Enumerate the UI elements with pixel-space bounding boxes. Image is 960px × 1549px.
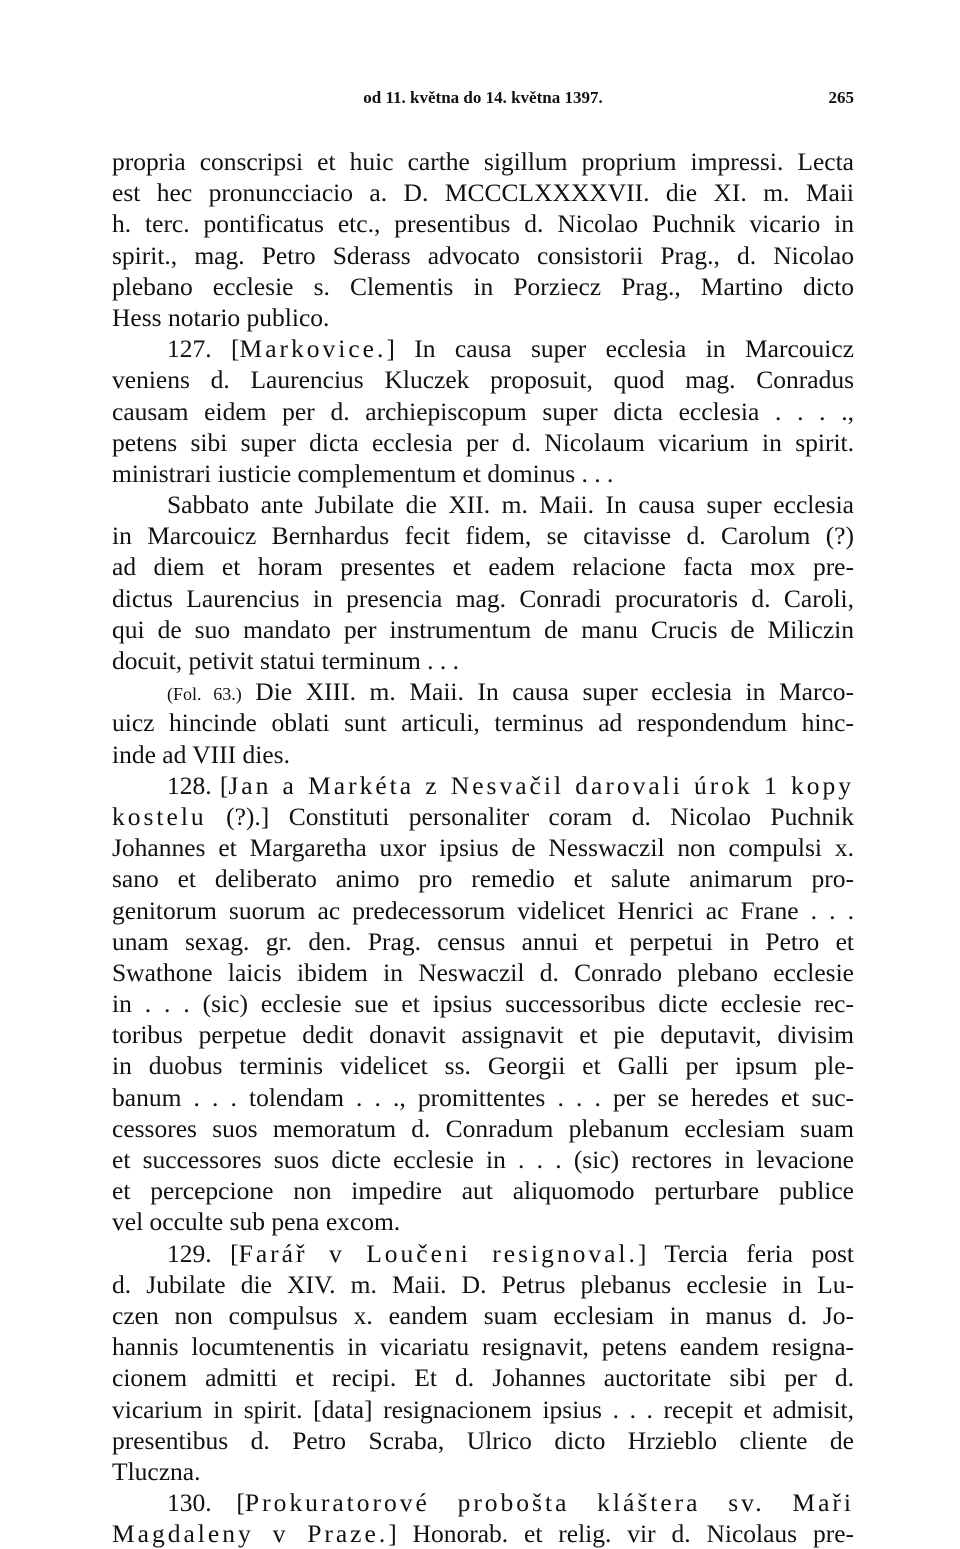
text-line [112, 271, 854, 302]
running-header [112, 88, 854, 112]
line-text: czen non compulsus x. eandem suam ecclesiam in manus d. Jo- [112, 1300, 854, 1330]
line-text: Swathone laicis ibidem in Neswaczil d. Conrado plebano ecclesie [112, 957, 854, 987]
line-text: spirit., mag. Petro Sderass advocato consistorii Prag., d. Nicolao [112, 240, 854, 270]
line-text: Hess notario publico. [112, 302, 330, 332]
text-line [112, 302, 854, 333]
line-text: ministrari iusticie complementum et dominus . . . [112, 458, 614, 488]
text-line [112, 146, 854, 177]
line-text: uicz hincinde oblati sunt articuli, terminus ad respondendum hinc- [112, 708, 854, 738]
line-text: veniens d. Laurencius Kluczek proposuit, quod mag. Conradus [112, 365, 854, 395]
text-line [112, 614, 854, 645]
text-line [112, 1175, 854, 1206]
text-line [112, 895, 854, 926]
book-page [112, 88, 854, 1549]
text-line [112, 208, 854, 239]
spaced-heading: Jan a Markéta z Nesvačil darovali úrok 1 kopy [228, 770, 854, 800]
text-line [112, 1206, 854, 1237]
spaced-heading: Markovice. [239, 334, 387, 364]
text-line [112, 1113, 854, 1144]
text-line [112, 863, 854, 894]
line-text: Die XIII. m. Maii. In causa super ecclesia in Marco- [241, 677, 855, 707]
text-line [112, 427, 854, 458]
line-text: et percepcione non impedire aut aliquomodo perturbare publice [112, 1176, 854, 1206]
line-text: hannis locumtenentis in vicariatu resignavit, petens eandem resigna- [112, 1332, 854, 1362]
line-text: Tluczna. [112, 1456, 201, 1486]
line-text: d. Jubilate die XIV. m. Maii. D. Petrus plebanus ecclesie in Lu- [112, 1269, 854, 1299]
text-line [112, 926, 854, 957]
text-line [112, 645, 854, 676]
text-line [112, 801, 854, 832]
text-line [112, 1456, 854, 1487]
line-text: inde ad VIII dies. [112, 739, 290, 769]
line-text: genitorum suorum ac predecessorum videlicet Henrici ac Frane . . . [112, 895, 854, 925]
text-line [112, 396, 854, 427]
line-text: sano et deliberato animo pro remedio et salute animarum pro- [112, 864, 854, 894]
line-text: propria conscripsi et huic carthe sigillum proprium impressi. Lecta [112, 147, 854, 176]
text-line [112, 177, 854, 208]
spaced-heading: kostelu [112, 801, 207, 831]
text-line [112, 240, 854, 271]
text-line [112, 1082, 854, 1113]
text-line [112, 1144, 854, 1175]
line-text: 127. [ [167, 334, 240, 364]
running-title: od 11. května do 14. května 1397. [363, 88, 603, 107]
text-line [112, 1238, 854, 1269]
line-text: Sabbato ante Jubilate die XII. m. Maii. In causa super ecclesia [167, 490, 854, 520]
line-text: in Marcouicz Bernhardus fecit fidem, se citavisse d. Carolum (?) [112, 521, 854, 551]
line-text: in duobus terminis videlicet ss. Georgii et Galli per ipsum ple- [112, 1051, 854, 1081]
line-text: est hec pronuncciacio a. D. MCCCLXXXXVII. die XI. m. Maii [112, 178, 854, 208]
text-line [112, 583, 854, 614]
line-text: toribus perpetue dedit donavit assignavit et pie deputavit, divisim [112, 1020, 854, 1050]
text-line [112, 1331, 854, 1362]
text-line [112, 832, 854, 863]
line-text: causam eidem per d. archiepiscopum super dicta ecclesia . . . ., [112, 396, 854, 426]
line-text: 130. [ [167, 1488, 245, 1518]
line-text: unam sexag. gr. den. Prag. census annui et perpetui in Petro et [112, 926, 854, 956]
line-text: in . . . (sic) ecclesie sue et ipsius successoribus dicte ecclesie rec- [112, 989, 854, 1019]
text-line [112, 1394, 854, 1425]
line-text: vicarium in spirit. [data] resignacionem ipsius . . . recepit et admisit, [112, 1394, 854, 1424]
text-line [112, 707, 854, 738]
text-line [112, 1050, 854, 1081]
line-text: ] Tercia feria post [637, 1238, 855, 1268]
line-text: presentibus d. Petro Scraba, Ulrico dicto Hrzieblo cliente de [112, 1425, 854, 1455]
text-line [112, 1518, 854, 1549]
body-text [112, 146, 854, 1549]
text-line [112, 333, 854, 364]
line-text: docuit, petivit statui terminum . . . [112, 646, 460, 675]
text-line [112, 1362, 854, 1393]
line-text: ] In causa super ecclesia in Marcouicz [386, 334, 854, 364]
folio-note: (Fol. 63.) [167, 684, 242, 705]
text-line [112, 489, 854, 520]
line-text: (?).] Constituti personaliter coram d. Nicolao Puchnik [206, 801, 854, 831]
line-text: ] Honorab. et relig. vir d. Nicolaus pre- [388, 1519, 855, 1549]
line-text: cessores suos memoratum d. Conradum plebanum ecclesiam suam [112, 1113, 854, 1143]
line-text: h. terc. pontificatus etc., presentibus d. Nicolao Puchnik vicario in [112, 209, 854, 239]
line-text: 129. [ [167, 1238, 239, 1268]
text-line [112, 1019, 854, 1050]
text-line [112, 676, 854, 707]
text-line [112, 1269, 854, 1300]
text-line [112, 458, 854, 489]
line-text: banum . . . tolendam . . ., promittentes . . . per se heredes et suc- [112, 1082, 854, 1112]
line-text: petens sibi super dicta ecclesia per d. Nicolaum vicarium in spirit. [112, 427, 854, 457]
spaced-heading: Magdaleny v Praze. [112, 1519, 389, 1549]
text-line [112, 520, 854, 551]
text-line [112, 1425, 854, 1456]
text-line [112, 1300, 854, 1331]
line-text: et successores suos dicte ecclesie in . . . (sic) rectores in levacione [112, 1145, 854, 1174]
text-line [112, 1487, 854, 1518]
text-line [112, 957, 854, 988]
text-line [112, 364, 854, 395]
line-text: dictus Laurencius in presencia mag. Conradi procuratoris d. Caroli, [112, 583, 854, 613]
text-line [112, 770, 854, 801]
text-line [112, 988, 854, 1019]
line-text: qui de suo mandato per instrumentum de manu Crucis de Miliczin [112, 614, 854, 644]
text-line [112, 739, 854, 770]
page-number: 265 [828, 88, 854, 107]
line-text: 128. [ [167, 770, 229, 800]
line-text: plebano ecclesie s. Clementis in Porziecz Prag., Martino dicto [112, 271, 854, 301]
line-text: cionem admitti et recipi. Et d. Johannes auctoritate sibi per d. [112, 1363, 854, 1393]
line-text: vel occulte sub pena excom. [112, 1207, 401, 1237]
spaced-heading: Farář v Loučeni resignoval. [238, 1238, 638, 1268]
line-text: ad diem et horam presentes et eadem relacione facta mox pre- [112, 552, 854, 582]
spaced-heading: Prokuratorové probošta kláštera sv. Maři [244, 1488, 854, 1518]
line-text: Johannes et Margaretha uxor ipsius de Nesswaczil non compulsi x. [112, 833, 854, 863]
text-line [112, 551, 854, 582]
